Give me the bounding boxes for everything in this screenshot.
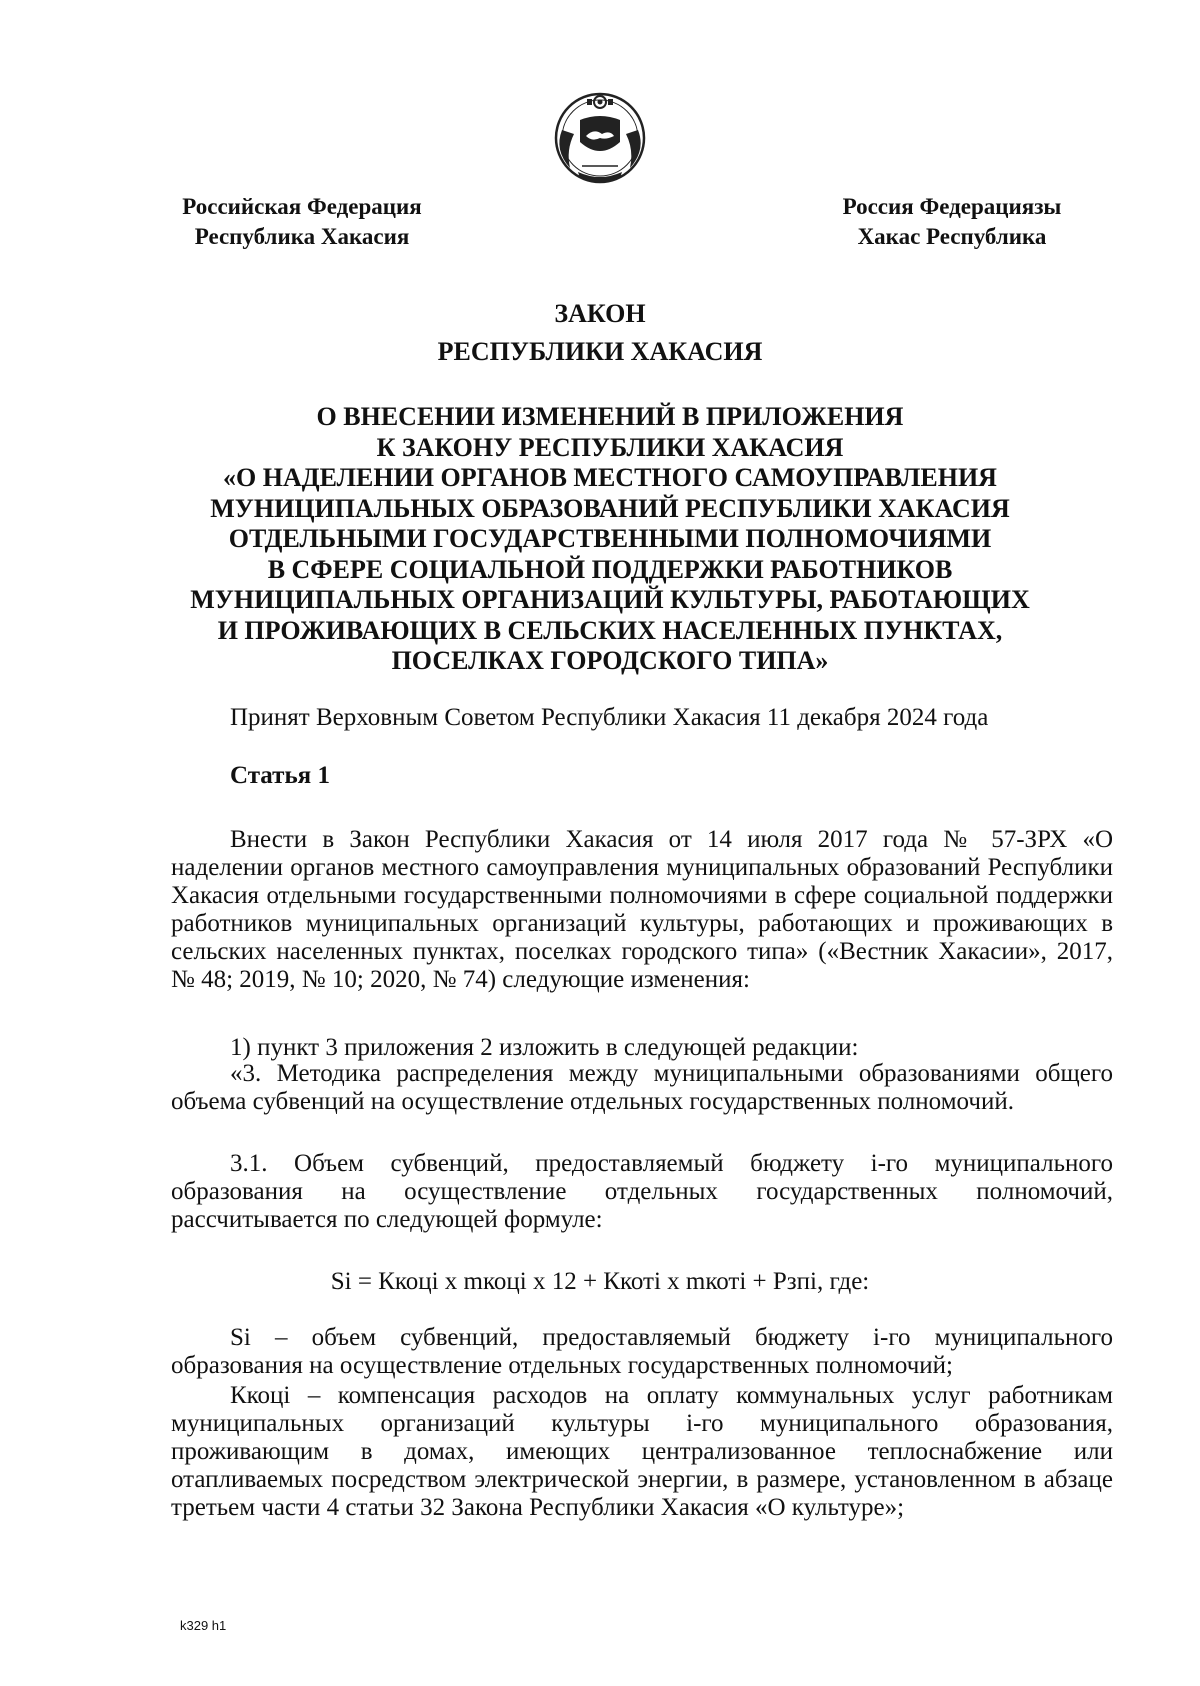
paragraph-amendment-intro: Внести в Закон Республики Хакасия от 14 июля 2017 года № 57-ЗРХ «О наделении органов местного самоуправления муниципальных образований Республики Хакасия отдельными государственными полномочиями в сфере социальной поддержки работников муниципальных организаций культуры, работающих и проживающих в сельских населенных пунктах, поселках городского типа» («Вестник Хакасии», 2017, № 48; 2019, № 10; 2020, № 74) следующие изменения: (171, 826, 1113, 993)
header-left-republic: Республика Хакасия (194, 224, 410, 249)
subvention-formula: Si = Ккоцi x mкоцi x 12 + Ккотi x mкотi + Рзпi, где: (330, 1268, 870, 1295)
subject-line: ОТДЕЛЬНЫМИ ГОСУДАРСТВЕННЫМИ ПОЛНОМОЧИЯМИ (228, 524, 992, 553)
paragraph-item-1: 1) пункт 3 приложения 2 изложить в следующей редакции: (230, 1034, 859, 1061)
subject-line: МУНИЦИПАЛЬНЫХ ОБРАЗОВАНИЙ РЕСПУБЛИКИ ХАКАСИЯ (210, 493, 1010, 523)
coat-of-arms-emblem (540, 80, 660, 196)
document-title-law: ЗАКОН (554, 299, 646, 328)
header-left-country: Российская Федерация (182, 194, 422, 219)
subject-line: И ПРОЖИВАЮЩИХ В СЕЛЬСКИХ НАСЕЛЕННЫХ ПУНКТАХ, (217, 615, 1003, 645)
subject-line: «О НАДЕЛЕНИИ ОРГАНОВ МЕСТНОГО САМОУПРАВЛЕНИЯ (223, 463, 997, 492)
header-right-republic: Хакас Республика (857, 224, 1047, 249)
header-right-country: Россия Федерациязы (842, 194, 1062, 219)
document-title-republic: РЕСПУБЛИКИ ХАКАСИЯ (437, 337, 763, 366)
article-heading: Статья 1 (230, 762, 330, 789)
header-right-block (820, 192, 1084, 252)
law-subject-title (150, 402, 1070, 677)
paragraph-subvention-volume: 3.1. Объем субвенций, предоставляемый бюджету i-го муниципального образования на осуществление отдельных государственных полномочий, рассчитывается по следующей формуле: (171, 1150, 1113, 1233)
paragraph-methodology: «3. Методика распределения между муниципальными образованиями общего объема субвенций на осуществление отдельных государственных полномочий. (171, 1060, 1113, 1115)
subject-line: В СФЕРЕ СОЦИАЛЬНОЙ ПОДДЕРЖКИ РАБОТНИКОВ (267, 554, 953, 584)
paragraph-kkoc-definition: Ккоцi – компенсация расходов на оплату коммунальных услуг работникам муниципальных организаций культуры i-го муниципального образования, проживающим в домах, имеющих централизованное теплоснабжение или отапливаемых посредством электрической энергии, в размере, установленном в абзаце третьем части 4 статьи 32 Закона Республики Хакасия «О культуре»; (171, 1382, 1113, 1521)
adoption-statement: Принят Верховным Советом Республики Хакасия 11 декабря 2024 года (230, 704, 989, 731)
subject-line: К ЗАКОНУ РЕСПУБЛИКИ ХАКАСИЯ (376, 432, 844, 462)
subject-line: О ВНЕСЕНИИ ИЗМЕНЕНИЙ В ПРИЛОЖЕНИЯ (316, 402, 904, 431)
paragraph-si-definition: Si – объем субвенций, предоставляемый бюджету i-го муниципального образования на осуществление отдельных государственных полномочий; (171, 1324, 1113, 1379)
footer-document-code: k329 h1 (180, 1618, 227, 1633)
header-left-block (162, 192, 442, 252)
subject-line: ПОСЕЛКАХ ГОРОДСКОГО ТИПА» (391, 646, 829, 675)
subject-line: МУНИЦИПАЛЬНЫХ ОРГАНИЗАЦИЙ КУЛЬТУРЫ, РАБОТАЮЩИХ (190, 585, 1030, 614)
